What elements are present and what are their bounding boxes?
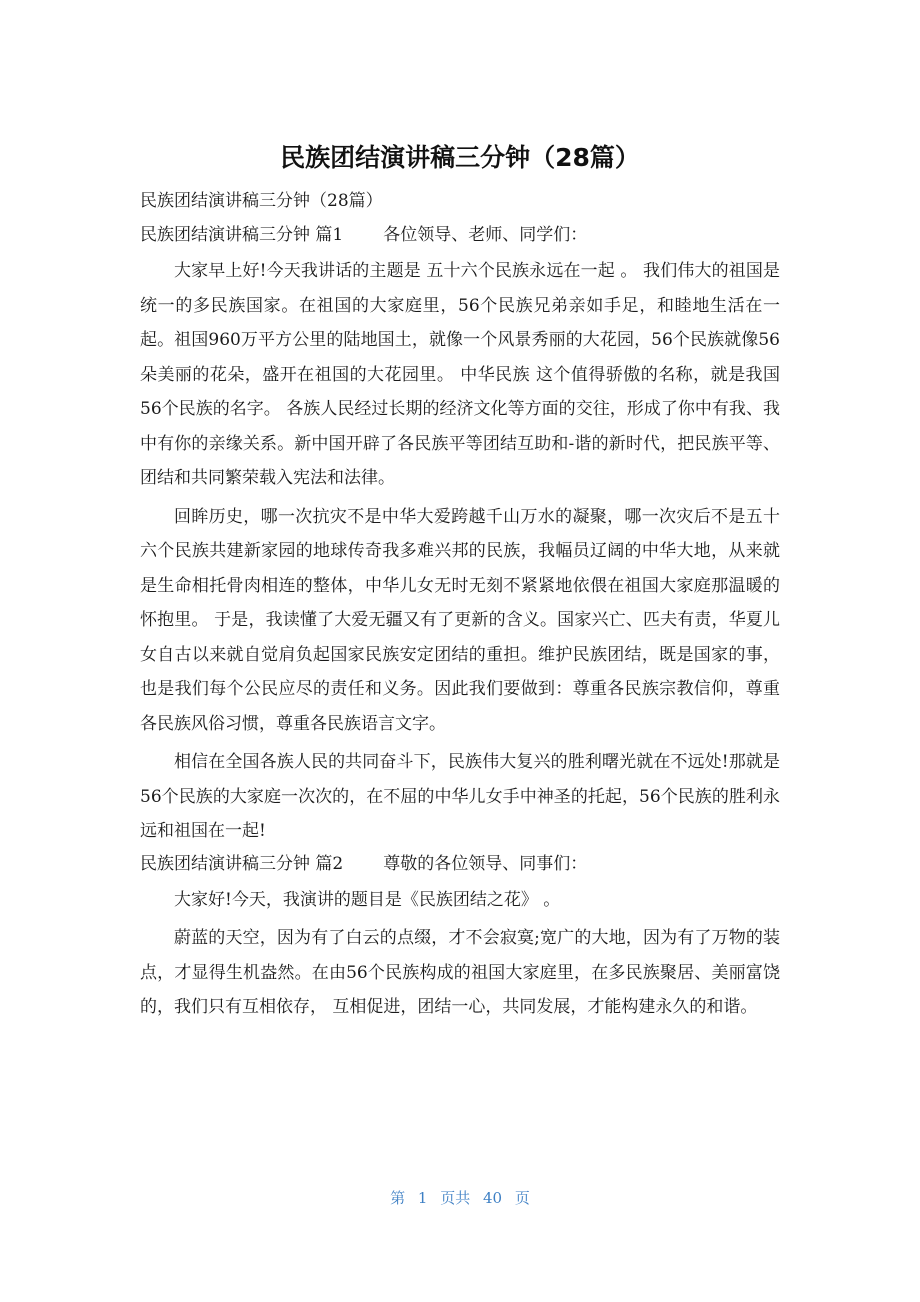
section-salutation: 尊敬的各位领导、同事们：	[383, 853, 588, 874]
document-title: 民族团结演讲稿三分钟（28篇）	[280, 143, 640, 172]
section-salutation: 各位领导、老师、同学们：	[383, 225, 588, 245]
section-heading-row	[140, 220, 780, 250]
section-2	[140, 849, 780, 1025]
paragraph: 大家好!今天，我演讲的题目是《民族团结之花》 。	[174, 889, 561, 910]
paragraph: 相信在全国各族人民的共同奋斗下，民族伟大复兴的胜利曙光就在不远处!那就是56个民族的大家庭一次次的，在不屈的中华儿女手中神圣的托起，56个民族的胜利永远和祖国在一起!	[140, 752, 780, 841]
page-footer: 第 1 页共 40 页	[390, 1189, 530, 1207]
paragraph: 蔚蓝的天空，因为有了白云的点缀，才不会寂寞;宽广的大地，因为有了万物的装点，才显得生机盎然。在由56个民族构成的祖国大家庭里，在多民族聚居、美丽富饶的，我们只有互相依存， 互相促进，团结一心，共同发展，才能构建永久的和谐。	[140, 928, 780, 1017]
section-heading-row	[140, 849, 780, 879]
section-heading: 民族团结演讲稿三分钟 篇2	[140, 853, 344, 874]
paragraph: 大家早上好!今天我讲话的主题是 五十六个民族永远在一起 。 我们伟大的祖国是统一的多民族国家。在祖国的大家庭里，56个民族兄弟亲如手足，和睦地生活在一起。祖国960万平方公里的陆地国土，就像一个风景秀丽的大花园，56个民族就像56朵美丽的花朵，盛开在祖国的大花园里。 中华民族 这个值得骄傲的名称，就是我国56个民族的名字。 各族人民经过长期的经济文化等方面的交往，形成了你中有我、我中有你的亲缘关系。新中国开辟了各民族平等团结互助和-谐的新时代，把民族平等、团结和共同繁荣载入宪法和法律。	[140, 261, 780, 488]
paragraph: 回眸历史，哪一次抗灾不是中华大爱跨越千山万水的凝聚，哪一次灾后不是五十六个民族共建新家园的地球传奇我多难兴邦的民族，我幅员辽阔的中华大地，从来就是生命相托骨肉相连的整体，中华儿女无时无刻不紧紧地依偎在祖国大家庭那温暖的怀抱里。 于是，我读懂了大爱无疆又有了更新的含义。国家兴亡、匹夫有责，华夏儿女自古以来就自觉肩负起国家民族安定团结的重担。维护民族团结，既是国家的事，也是我们每个公民应尽的责任和义务。因此我们要做到：尊重各民族宗教信仰，尊重各民族风俗习惯，尊重各民族语言文字。	[140, 506, 780, 734]
section-heading: 民族团结演讲稿三分钟 篇1	[140, 225, 344, 245]
document-body	[140, 186, 780, 1025]
document-subtitle: 民族团结演讲稿三分钟（28篇）	[140, 191, 383, 211]
section-1	[140, 220, 780, 849]
